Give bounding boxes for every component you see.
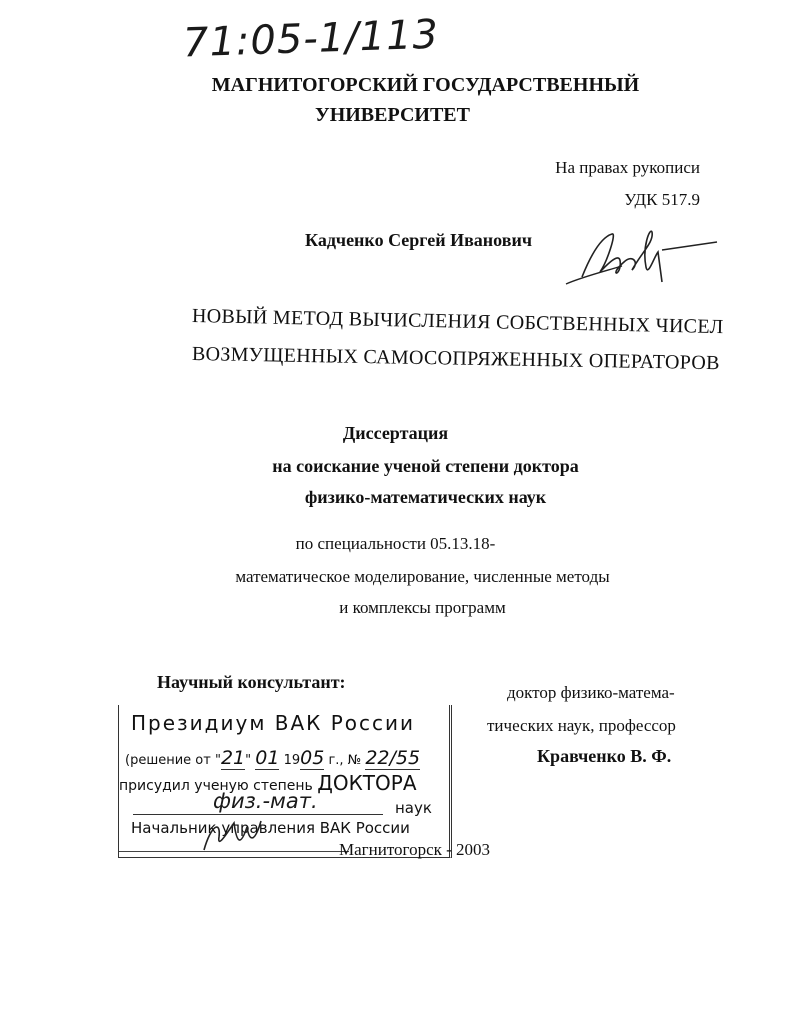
stamp-bottom-line <box>119 851 349 852</box>
stamp-month: 01 <box>255 747 280 769</box>
consultant-degree-line2: тических наук, профессор <box>487 716 676 735</box>
degree-line2: физико-математических наук <box>304 487 547 507</box>
university-name-line2: УНИВЕРСИТЕТ <box>315 104 470 126</box>
specialty-line1: по специальности 05.13.18- <box>295 534 496 553</box>
thesis-title-line1: НОВЫЙ МЕТОД ВЫЧИСЛЕНИЯ СОБСТВЕННЫХ ЧИСЕЛ <box>191 305 724 339</box>
stamp-year-prefix: 19 <box>283 753 301 768</box>
degree-line1: на соискание ученой степени доктора <box>272 456 579 476</box>
archive-number: 71:05-1/113 <box>182 11 440 67</box>
stamp-number: 22/55 <box>365 747 421 769</box>
stamp-title: Президиум ВАК России <box>131 711 416 735</box>
specialty-line3: и комплексы программ <box>339 598 506 617</box>
vak-stamp <box>118 705 452 858</box>
city-year: Магнитогорск - 2003 <box>339 840 491 859</box>
udc-code: УДК 517.9 <box>624 190 700 209</box>
stamp-day: 21 <box>220 747 246 769</box>
stamp-signature <box>199 815 269 855</box>
stamp-quote: " <box>245 753 252 768</box>
consultant-name: Кравченко В. Ф. <box>537 746 672 766</box>
manuscript-rights: На правах рукописи <box>555 158 700 177</box>
consultant-label: Научный консультант: <box>157 672 346 692</box>
stamp-field-suffix: наук <box>395 799 432 817</box>
thesis-type: Диссертация <box>342 423 449 443</box>
stamp-year-end: г., № <box>328 753 362 768</box>
university-name-line1: МАГНИТОГОРСКИЙ ГОСУДАРСТВЕННЫЙ <box>211 74 640 96</box>
stamp-awarded-prefix: присудил ученую степень <box>119 778 313 794</box>
thesis-title-line2: ВОЗМУЩЕННЫХ САМОСОПРЯЖЕННЫХ ОПЕРАТОРОВ <box>191 343 720 375</box>
stamp-decision-prefix: (решение от " <box>125 753 221 768</box>
stamp-decision <box>125 747 420 770</box>
specialty-line2: математическое моделирование, численные методы <box>235 567 610 586</box>
consultant-degree-line1: доктор физико-матема- <box>507 683 675 702</box>
author-signature <box>562 222 722 292</box>
stamp-awarded-degree: ДОКТОРА <box>317 771 417 795</box>
stamp-head: Начальник управления ВАК России <box>131 819 410 837</box>
stamp-field-value: физ.-мат. <box>213 789 318 813</box>
author-name: Кадченко Сергей Иванович <box>305 230 532 250</box>
stamp-year: 05 <box>300 747 325 769</box>
